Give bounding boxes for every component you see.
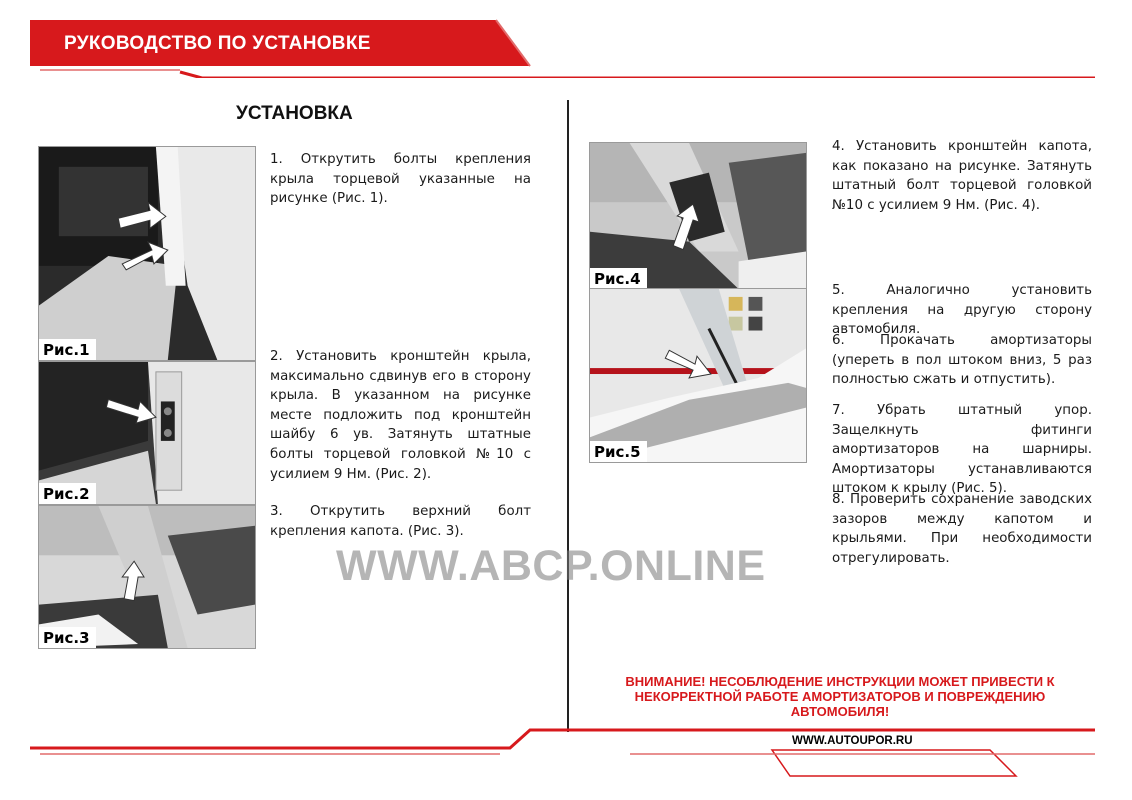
step-8-text: 8. Проверить сохранение заводских зазоров между капотом и крыльями. При необходимости отрегулировать. bbox=[832, 492, 1092, 566]
step-3-text: 3. Открутить верхний болт крепления капота. (Рис. 3). bbox=[270, 504, 531, 539]
engine-bay-image bbox=[39, 147, 255, 360]
figure-5-caption: Рис.5 bbox=[590, 441, 647, 462]
step-1-text: 1. Открутить болты крепления крыла торцевой указанные на рисунке (Рис. 1). bbox=[270, 152, 531, 207]
step-4-text: 4. Установить кронштейн капота, как показано на рисунке. Затянуть штатный болт торцевой головкой №10 с усилием 9 Нм. (Рис. 4). bbox=[832, 139, 1092, 213]
figure-4-photo bbox=[589, 142, 807, 290]
figure-4-caption: Рис.4 bbox=[590, 268, 647, 289]
figure-5-photo bbox=[589, 288, 807, 463]
figure-3-photo bbox=[38, 505, 256, 649]
page-header-title: РУКОВОДСТВО ПО УСТАНОВКЕ bbox=[64, 33, 371, 54]
step-5-text: 5. Аналогично установить крепления на другую сторону автомобиля. bbox=[832, 283, 1092, 338]
section-title: УСТАНОВКА bbox=[236, 103, 353, 124]
column-divider bbox=[567, 100, 569, 732]
step-7-text: 7. Убрать штатный упор. Защелкнуть фитинги амортизаторов на шарниры. Амортизаторы устанавливаются штоком к крылу (Рис. 5). bbox=[832, 403, 1092, 497]
figure-2-caption: Рис.2 bbox=[39, 483, 96, 504]
step-2-text: 2. Установить кронштейн крыла, максимально сдвинув его в сторону крыла. В указанном на рисунке месте подложить под кронштейн шайбу 6 ув. Затянуть штатные болты торцевой головкой №10 с усилием 9 Нм. (Рис. 2). bbox=[270, 349, 531, 482]
watermark-text: WWW.ABCP.ONLINE bbox=[336, 542, 766, 590]
figure-1-caption: Рис.1 bbox=[39, 339, 96, 360]
figure-1-photo bbox=[38, 146, 256, 361]
gas-strut-image bbox=[590, 289, 806, 462]
step-6-text: 6. Прокачать амортизаторы (упереть в пол штоком вниз, 5 раз полностью сжать и отпустить). bbox=[832, 333, 1092, 388]
footer-website-link[interactable]: WWW.AUTOUPOR.RU bbox=[792, 735, 913, 747]
warning-text: ВНИМАНИЕ! НЕСОБЛЮДЕНИЕ ИНСТРУКЦИИ МОЖЕТ ПРИВЕСТИ К НЕКОРРЕКТНОЙ РАБОТЕ АМОРТИЗАТОРОВ И ПОВРЕЖДЕНИЮ АВТОМОБИЛЯ! bbox=[625, 674, 1055, 719]
figure-3-caption: Рис.3 bbox=[39, 627, 96, 648]
footer-banner bbox=[30, 728, 1095, 778]
figure-2-photo bbox=[38, 361, 256, 505]
